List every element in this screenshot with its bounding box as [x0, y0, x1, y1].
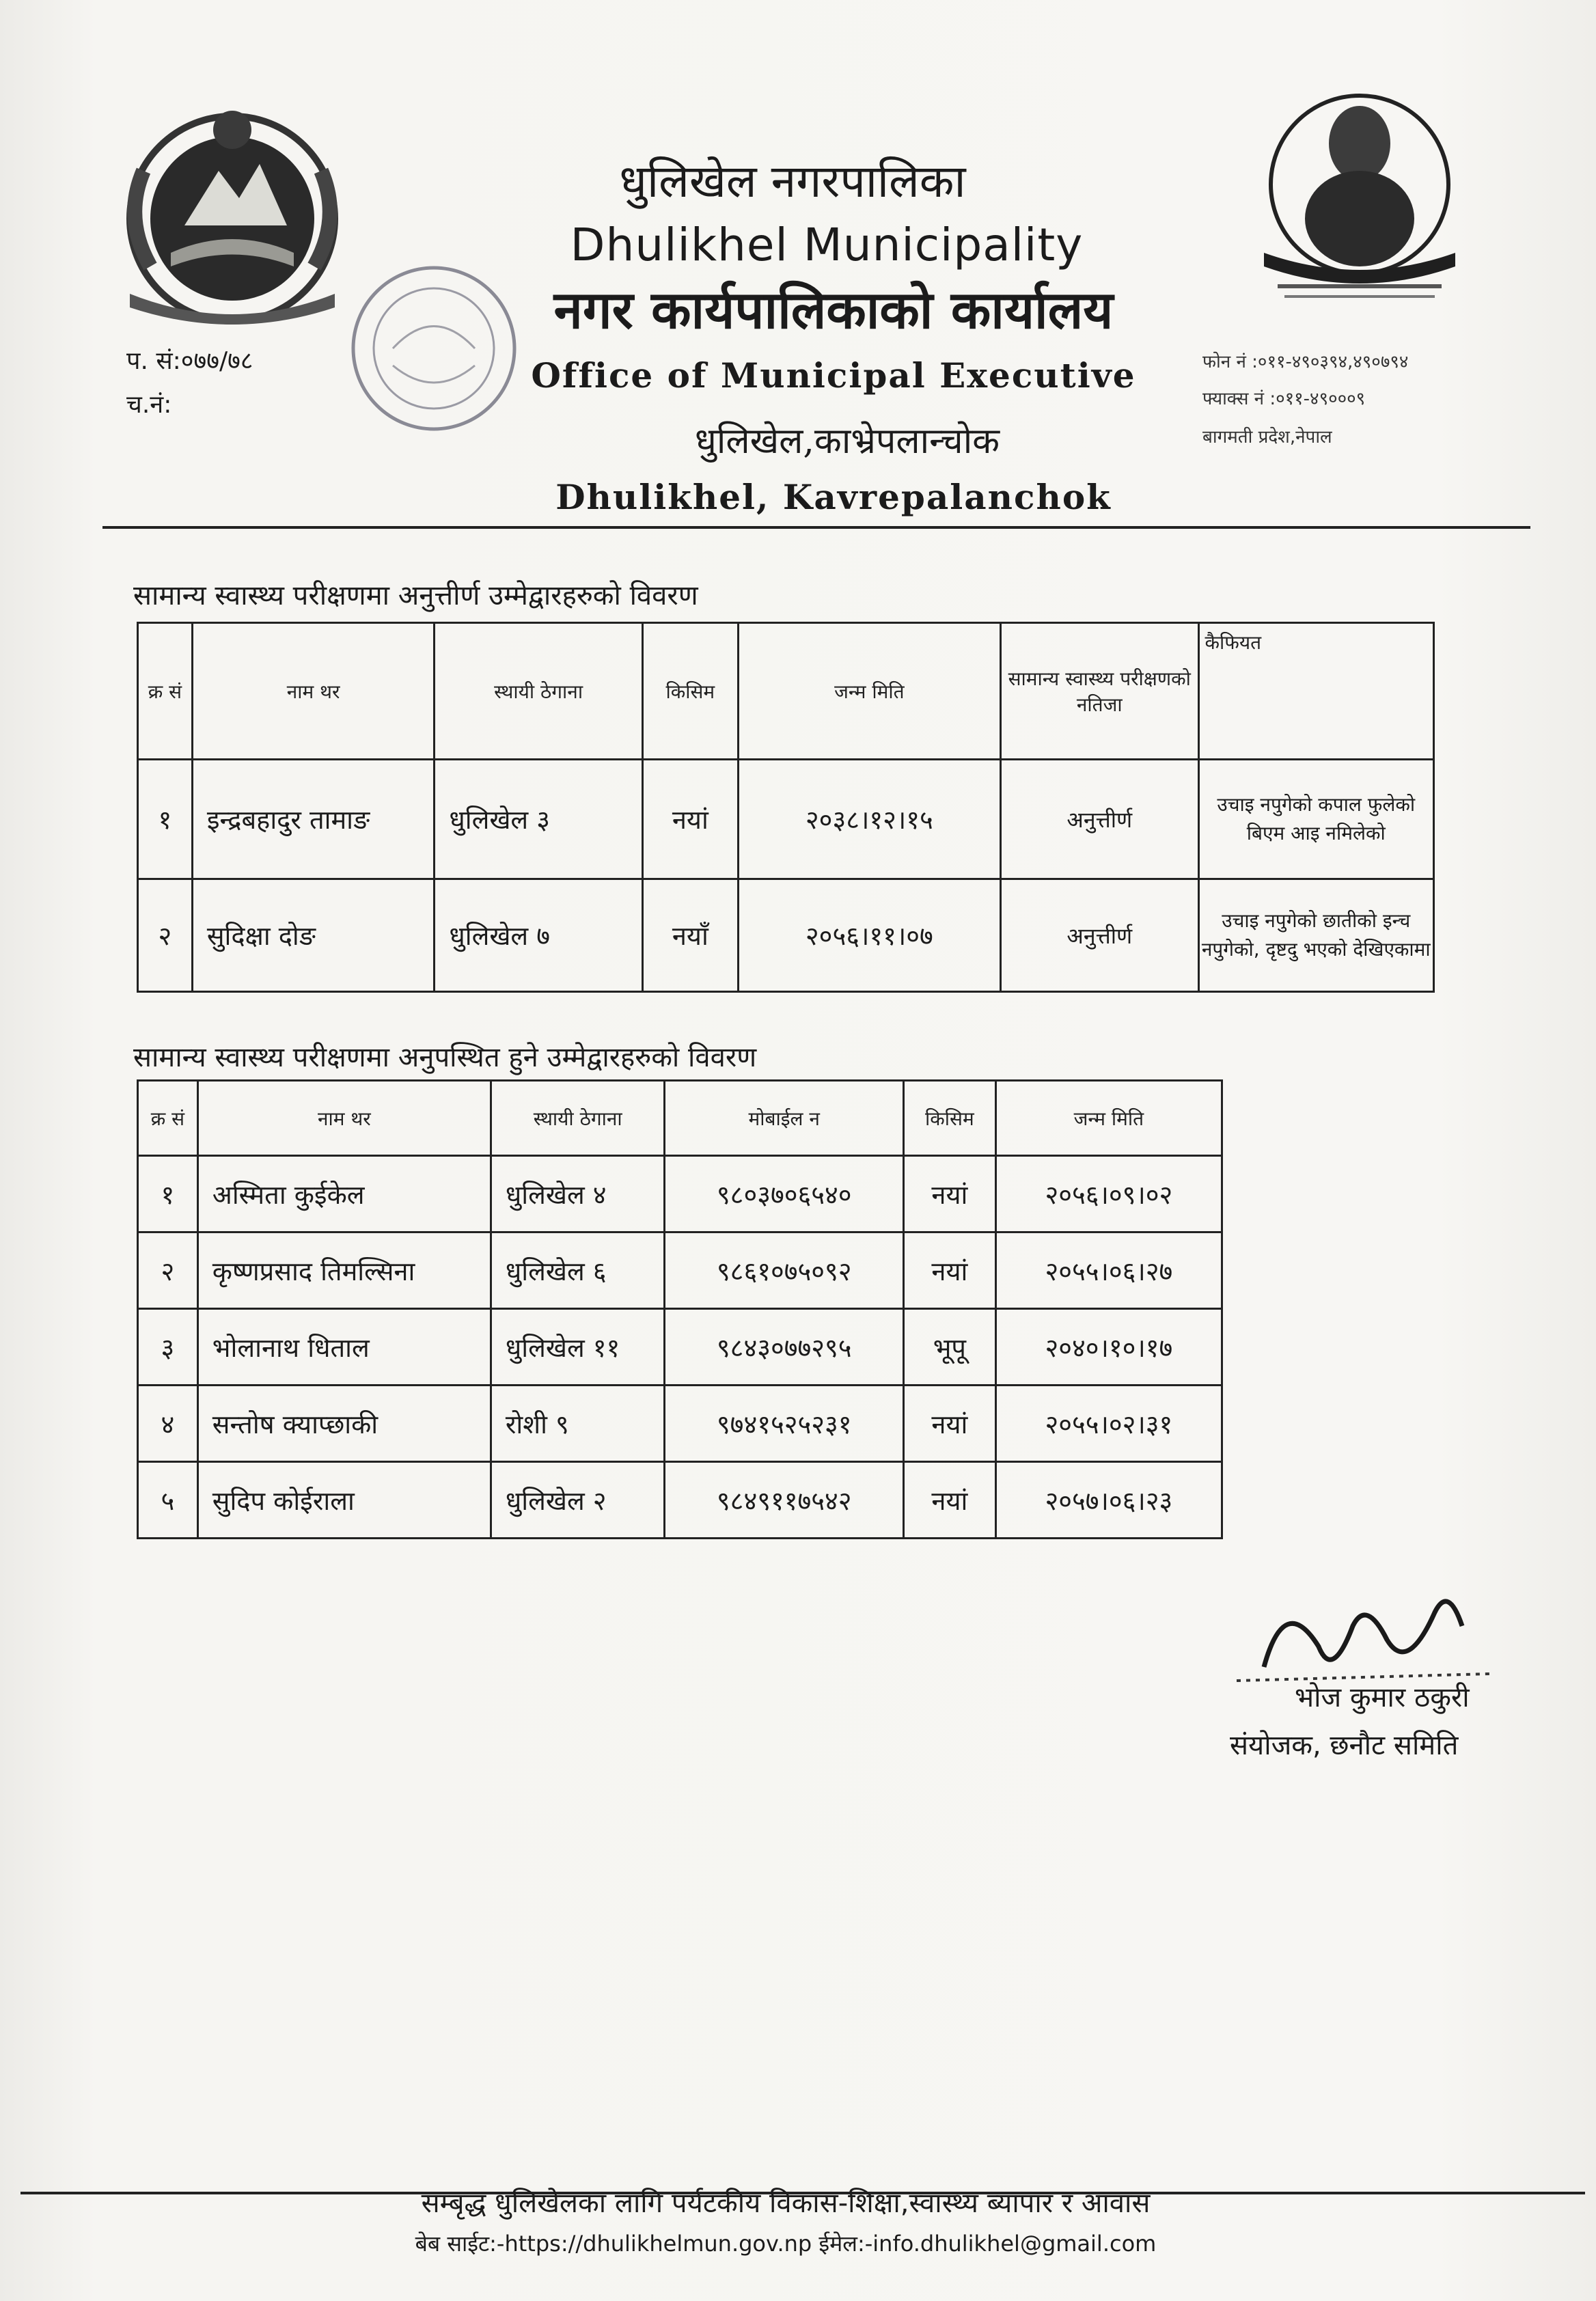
cell-address: धुलिखेल ३ — [435, 760, 643, 879]
municipality-name-np: धुलिखेल नगरपालिका — [619, 155, 966, 208]
cell-sn: ५ — [138, 1462, 198, 1539]
cell-sn: २ — [138, 1232, 198, 1309]
cell-dob: २०४०।१०।१७ — [995, 1309, 1222, 1386]
fax-number: फ्याक्स नं :०११-४९०००९ — [1202, 389, 1366, 409]
absent-section-title: सामान्य स्वास्थ्य परीक्षणमा अनुपस्थित हुने उम्मेद्वारहरुको विवरण — [133, 1042, 757, 1073]
col-header-sn: क्र सं — [138, 1081, 198, 1156]
cell-type: नयां — [903, 1386, 995, 1462]
failed-candidates-table — [137, 622, 1435, 993]
table-row — [138, 760, 1434, 879]
reference-number: प. सं:०७७/७८ — [126, 347, 253, 375]
cell-type: नयां — [903, 1156, 995, 1232]
cell-mobile: ९८४३०७७२९५ — [665, 1309, 903, 1386]
col-header-type: किसिम — [903, 1081, 995, 1156]
cell-name: भोलानाथ धिताल — [197, 1309, 491, 1386]
cell-address: रोशी ९ — [491, 1386, 665, 1462]
cell-address: धुलिखेल ११ — [491, 1309, 665, 1386]
nepal-emblem-icon — [102, 89, 362, 335]
absent-candidates-table — [137, 1079, 1223, 1539]
cell-dob: २०५६।११।०७ — [738, 879, 1000, 992]
phone-number: फोन नं :०११-४९०३९४,४९०७९४ — [1202, 352, 1409, 372]
cell-name: सुदिक्षा दोङ — [192, 879, 435, 992]
address-en: Dhulikhel, Kavrepalanchok — [555, 477, 1112, 517]
col-header-remarks: कैफियत — [1198, 623, 1433, 760]
col-header-name: नाम थर — [197, 1081, 491, 1156]
cell-dob: २०३८।१२।१५ — [738, 760, 1000, 879]
cell-name: अस्मिता कुईकेल — [197, 1156, 491, 1232]
cell-sn: ४ — [138, 1386, 198, 1462]
address-np: धुलिखेल,काभ्रेपलान्चोक — [694, 421, 1000, 462]
cell-type: भूपू — [903, 1309, 995, 1386]
table-row — [138, 1386, 1222, 1462]
cell-type: नयां — [642, 760, 738, 879]
table-header-row — [138, 623, 1434, 760]
footer-contact: बेब साईट:-https://dhulikhelmun.gov.np ईमेल:-info.dhulikhel@gmail.com — [415, 2231, 1157, 2257]
cell-mobile: ९८०३७०६५४० — [665, 1156, 903, 1232]
col-header-mobile: मोबाईल न — [665, 1081, 903, 1156]
cell-mobile: ९८६१०७५०९२ — [665, 1232, 903, 1309]
col-header-type: किसिम — [642, 623, 738, 760]
cell-type: नयां — [903, 1462, 995, 1539]
office-name-en: Office of Municipal Executive — [531, 355, 1136, 396]
col-header-dob: जन्म मिति — [738, 623, 1000, 760]
municipality-name-en: Dhulikhel Municipality — [570, 219, 1084, 271]
table-row — [138, 1232, 1222, 1309]
footer-slogan: सम्बृद्ध धुलिखेलका लागि पर्यटकीय विकास-शिक्षा,स्वास्थ्य ब्यापार र आवास — [421, 2188, 1151, 2219]
cell-sn: १ — [138, 1156, 198, 1232]
cell-type: नयाँ — [642, 879, 738, 992]
cell-name: कृष्णप्रसाद तिमल्सिना — [197, 1232, 491, 1309]
cell-dob: २०५५।०२।३१ — [995, 1386, 1222, 1462]
table-row — [138, 879, 1434, 992]
signatory-name: भोज कुमार ठकुरी — [1295, 1682, 1470, 1713]
col-header-address: स्थायी ठेगाना — [435, 623, 643, 760]
cell-address: धुलिखेल ६ — [491, 1232, 665, 1309]
col-header-result: सामान्य स्वास्थ्य परीक्षणको नतिजा — [1001, 623, 1199, 760]
deity-logo-icon — [1250, 82, 1469, 307]
office-name-np: नगर कार्यपालिकाको कार्यालय — [553, 279, 1114, 340]
cell-address: धुलिखेल २ — [491, 1462, 665, 1539]
cell-sn: १ — [138, 760, 193, 879]
failed-section-title: सामान्य स्वास्थ्य परीक्षणमा अनुत्तीर्ण उम्मेद्वारहरुको विवरण — [133, 580, 698, 611]
table-row — [138, 1462, 1222, 1539]
cell-dob: २०५७।०६।२३ — [995, 1462, 1222, 1539]
province-name: बागमती प्रदेश,नेपाल — [1202, 427, 1332, 447]
cell-sn: ३ — [138, 1309, 198, 1386]
table-row — [138, 1156, 1222, 1232]
table-header-row — [138, 1081, 1222, 1156]
col-header-sn: क्र सं — [138, 623, 193, 760]
col-header-name: नाम थर — [192, 623, 435, 760]
cell-address: धुलिखेल ४ — [491, 1156, 665, 1232]
cell-name: सन्तोष क्याप्छाकी — [197, 1386, 491, 1462]
cell-mobile: ९८४९११७५४२ — [665, 1462, 903, 1539]
cell-type: नयां — [903, 1232, 995, 1309]
signatory-designation: संयोजक, छनौट समिति — [1230, 1730, 1459, 1761]
header-divider — [102, 526, 1530, 529]
cell-remarks: उचाइ नपुगेको कपाल फुलेको बिएम आइ नमिलेको — [1198, 760, 1433, 879]
table-row — [138, 1309, 1222, 1386]
cell-dob: २०५६।०९।०२ — [995, 1156, 1222, 1232]
cell-result: अनुत्तीर्ण — [1001, 879, 1199, 992]
col-header-dob: जन्म मिति — [995, 1081, 1222, 1156]
cell-sn: २ — [138, 879, 193, 992]
cell-remarks: उचाइ नपुगेको छातीको इन्च नपुगेको, दृष्टदु भएको देखिएकामा — [1198, 879, 1433, 992]
col-header-address: स्थायी ठेगाना — [491, 1081, 665, 1156]
cell-name: इन्द्रबहादुर तामाङ — [192, 760, 435, 879]
cell-name: सुदिप कोईराला — [197, 1462, 491, 1539]
dispatch-number: च.नं: — [126, 391, 172, 419]
cell-dob: २०५५।०६।२७ — [995, 1232, 1222, 1309]
cell-result: अनुत्तीर्ण — [1001, 760, 1199, 879]
cell-mobile: ९७४१५२५२३१ — [665, 1386, 903, 1462]
cell-address: धुलिखेल ७ — [435, 879, 643, 992]
